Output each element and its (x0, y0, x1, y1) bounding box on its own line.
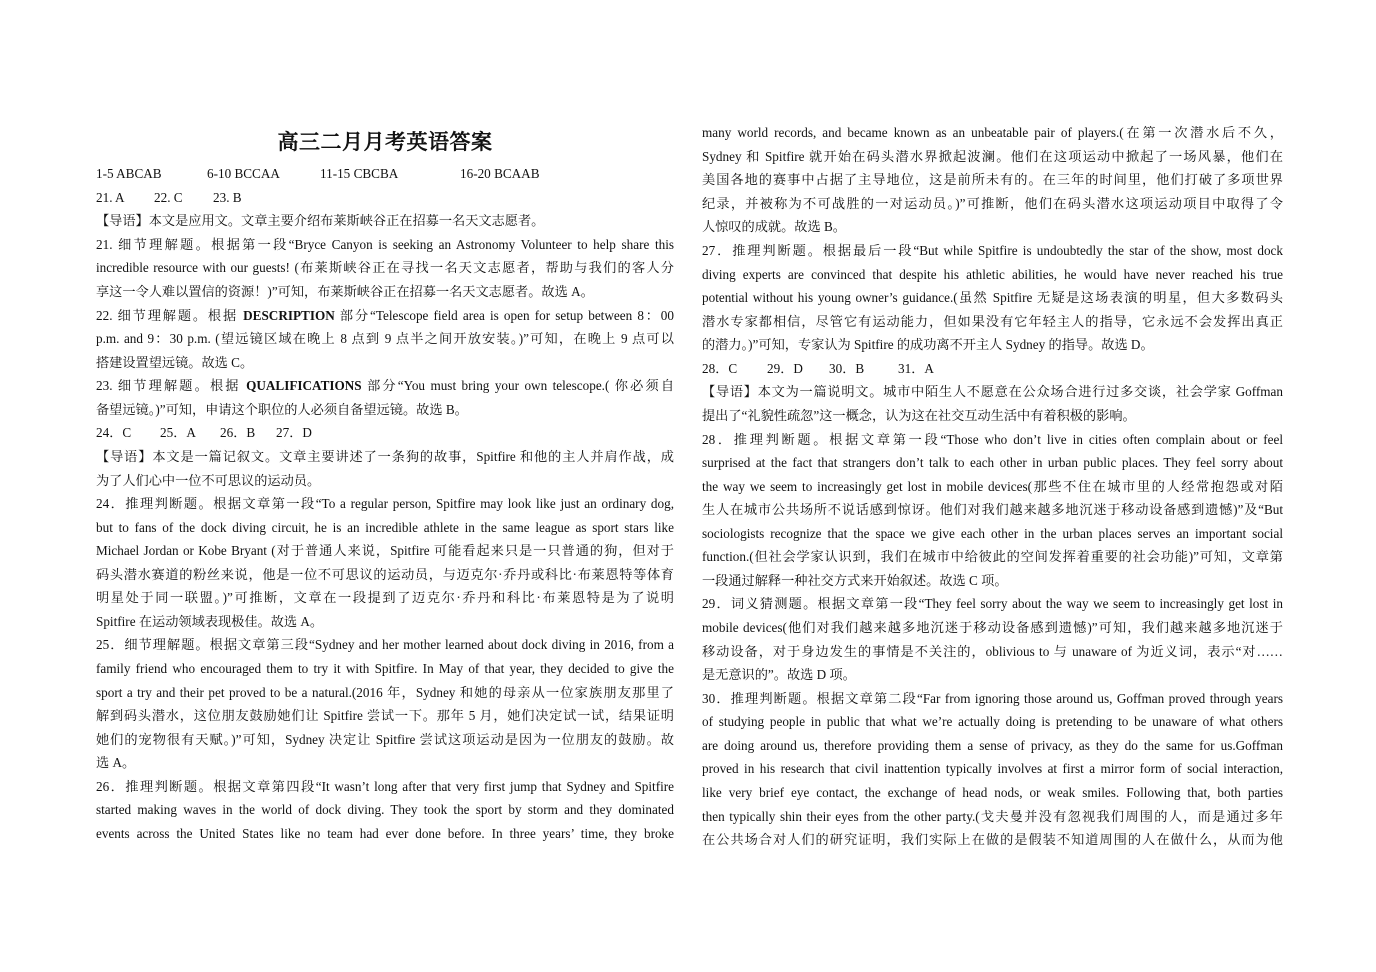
text-line: 25．细节理解题。根据文章第三段“Sydney and her mother learned about dock diving in 2016, from a (96, 637, 674, 653)
text-line: 26．推理判断题。根据文章第四段“It wasn’t long after that very first jump that Sydney and Spitfire (96, 778, 674, 794)
paragraph (96, 775, 674, 846)
text-line: 备望远镜。)”可知，申请这个职位的人必须自备望远镜。故选 B。 (96, 401, 468, 417)
text-segment: 22. 细节理解题。根据 (96, 307, 244, 323)
page-title: 高三二月月考英语答案 (277, 130, 493, 154)
explanation-section (702, 380, 1283, 851)
answer-key-row (702, 357, 1283, 381)
text-line: of studying people in public that what we’re actually doing is pretending to be unaware of what others (702, 714, 1283, 730)
text-line: 为了人们心中一位不可思议的运动员。 (96, 472, 321, 488)
text-line: 在公共场合对人们的研究证明，我们实际上在做的是假装不知道周围的人在做什么，从而为他 (702, 832, 1283, 848)
text-line: Michael Jordan or Kobe Bryant (对于普通人来说，Spitfire 可能看起来只是一只普通的狗，但对于 (96, 543, 674, 559)
text-line: 【导语】本文是一篇记叙文。文章主要讲述了一条狗的故事，Spitfire 和他的主人并肩作战，成 (96, 448, 674, 464)
text-line: function.(但社会学家认识到，我们在城市中给彼此的空间发挥着重要的社会功能)”可知，文章第 (702, 549, 1283, 565)
text-line: 一段通过解释一种社交方式来开始叙述。故选 C 项。 (702, 572, 1008, 588)
answer-item: 30．B (829, 360, 865, 376)
text-line: 是无意识的”。故选 D 项。 (702, 667, 856, 683)
text-segment: 部分“You must bring your own telescope.( 你必须自 (361, 378, 675, 394)
answer-item: 26．B (220, 425, 256, 441)
text-line: potential without his young owner’s guidance.(虽然 Spitfire 无疑是这场表演的明星，但大多数码头 (702, 290, 1283, 306)
answer-item: 24．C (96, 425, 132, 441)
answer-group: 1-5 ABCAB (96, 166, 162, 182)
paragraph (702, 592, 1283, 686)
paragraph (96, 233, 674, 304)
text-line: 纪录，并被称为不可战胜的一对运动员。)”可推断，他们在码头潜水这项运动项目中取得了令 (702, 195, 1283, 211)
text-line: proved in his research that civil inattention typically involves at first a mirror form of social interaction, (702, 761, 1283, 777)
text-line: 解到码头潜水，这位朋友鼓励她们让 Spitfire 尝试一下。那年 5 月，她们决定试一试，结果证明 (96, 708, 674, 724)
answer-item: 28．C (702, 360, 738, 376)
answer-item: 21. A (96, 189, 125, 205)
text-line: sport a try and their pet proved to be a natural.(2016 年，Sydney 和她的母亲从一位家族朋友那里了 (96, 684, 674, 700)
answer-item: 25．A (160, 425, 196, 441)
text-line: 21. 细节理解题。根据第一段“Bryce Canyon is seeking an Astronomy Volunteer to help share this (96, 236, 674, 252)
paragraph (96, 445, 674, 492)
text-line: p.m. and 9：30 p.m. (望远镜区域在晚上 8 点到 9 点半之间开放安装。)”可知，在晚上 9 点可以 (96, 331, 674, 347)
text-line (96, 374, 674, 398)
answer-group: 16-20 BCAAB (460, 166, 540, 182)
text-line: 【导语】本文是应用文。文章主要介绍布莱斯峡谷正在招募一名天文志愿者。 (96, 213, 545, 229)
paragraph (702, 239, 1283, 357)
text-line: the way we seem to increasingly get lost in mobile devices(那些不住在城市里的人经常抱怨或对陌 (702, 478, 1283, 494)
text-line: 明星处于同一联盟。)”可推断，文章在一段提到了迈克尔·乔丹和科比·布莱恩特是为了说明 (96, 590, 674, 606)
text-line: 27．推理判断题。根据最后一段“But while Spitfire is undoubtedly the star of the show, most dock (702, 243, 1283, 258)
paragraph (702, 380, 1283, 427)
explanation-section (702, 121, 1283, 357)
answer-group: 6-10 BCCAA (207, 166, 280, 182)
paragraph (96, 374, 674, 421)
text-line: many world records, and became known as an unbeatable pair of players.(在第一次潜水后不久， (702, 125, 1283, 141)
text-line: Sydney 和 Spitfire 就开始在码头潜水界掀起波澜。他们在这项运动中掀起了一场风暴，他们在 (702, 148, 1283, 164)
text-line: 24．推理判断题。根据文章第一段“To a regular person, Spitfire may look like just an ordinary dog, (96, 496, 674, 512)
text-line: are doing around us, therefore providing them a sense of privacy, as they do the same for us.Goffman (702, 737, 1283, 753)
text-line: 选 A。 (96, 755, 136, 771)
text-segment: 部分“Telescope field area is open for setup between 8：00 (334, 307, 674, 323)
text-line: 她们的宠物很有天赋。)”可知，Sydney 决定让 Spitfire 尝试这项运动是因为一位朋友的鼓励。故 (96, 731, 674, 747)
paragraph (702, 428, 1283, 593)
answer-item: 22. C (154, 189, 183, 205)
text-line: 30．推理判断题。根据文章第二段“Far from ignoring those around us, Goffman proved through years (702, 690, 1283, 706)
text-line: surprised at the fact that strangers don’t talk to each other in urban public places. They feel sorry about (702, 455, 1283, 471)
text-line (96, 304, 674, 328)
text-line: like very brief eye contact, the exchange of head nods, or weak smiles. Following that, both parties (702, 784, 1283, 800)
text-line: 生人在城市公共场所不说话感到惊讶。他们对我们越来越多地沉迷于移动设备感到遗憾)”及“But (702, 502, 1283, 518)
answer-key-row (96, 186, 674, 210)
paragraph (702, 687, 1283, 852)
answer-item: 27．D (276, 425, 312, 441)
text-line: Spitfire 在运动领域表现极佳。故选 A。 (96, 613, 324, 629)
answer-item: 23. B (213, 189, 242, 205)
paragraph (96, 209, 674, 233)
text-line: 移动设备，对于身边发生的事情是不关注的，oblivious to 与 unaware of 为近义词，表示“对…… (702, 643, 1283, 659)
text-line: 28．推理判断题。根据文章第一段“Those who don’t live in cities often complain about or feel (702, 431, 1283, 447)
text-line: 人惊叹的成就。故选 B。 (702, 219, 846, 235)
explanation-section (96, 445, 674, 846)
text-line: 提出了“礼貌性疏忽”这一概念，认为这在社交互动生活中有着积极的影响。 (702, 407, 1136, 423)
text-line: started making waves in the world of dock diving. They took the sport by storm and they dominated (96, 802, 674, 818)
bold-term: DESCRIPTION (243, 307, 335, 323)
text-line: 的潜力。)”可知，专家认为 Spitfire 的成功离不开主人 Sydney 的指导。故选 D。 (702, 337, 1154, 353)
paragraph (702, 121, 1283, 239)
text-line: 码头潜水赛道的粉丝来说，他是一位不可思议的运动员，与迈克尔·乔丹或科比·布莱恩特等体育 (96, 566, 674, 582)
text-line: 潜水专家都相信，尽管它有运动能力，但如果没有它年轻主人的指导，它永远不会发挥出真正 (702, 313, 1283, 329)
answer-key-row (96, 162, 674, 186)
text-line: 美国各地的赛事中占据了主导地位，这是前所未有的。在三年的时间里，他们打破了多项世界 (702, 172, 1283, 188)
text-line: events across the United States like no team had ever done before. In three years’ time, they broke (96, 825, 674, 841)
answer-group: 11-15 CBCBA (320, 166, 399, 182)
answer-key-row (96, 421, 674, 445)
text-line: incredible resource with our guests! (布莱斯峡谷正在寻找一名天文志愿者，帮助与我们的客人分 (96, 260, 674, 276)
answer-item: 31．A (898, 360, 934, 376)
left-column (96, 162, 674, 845)
text-line: 29．词义猜测题。根据文章第一段“They feel sorry about the way we seem to increasingly get lost in (702, 596, 1283, 612)
paragraph (96, 492, 674, 633)
text-line: 【导语】本文为一篇说明文。城市中陌生人不愿意在公众场合进行过多交谈，社会学家 Goffman (702, 384, 1283, 400)
text-line: 享这一令人难以置信的资源！)”可知，布莱斯峡谷正在招募一名天文志愿者。故选 A。 (96, 284, 594, 299)
text-line: sociologists recognize that the space we give each other in the urban places serves an important social (702, 525, 1283, 541)
bold-term: QUALIFICATIONS (246, 378, 362, 394)
text-line: family friend who encouraged them to try it with Spitfire. In May of that year, they decided to give the (96, 661, 674, 676)
text-line: 搭建设置望远镜。故选 C。 (96, 354, 254, 370)
text-segment: 23. 细节理解题。根据 (96, 378, 247, 394)
text-line: then typically shin their eyes from the other party.(戈夫曼并没有忽视我们周围的人，而是通过多年 (702, 808, 1283, 824)
answer-item: 29．D (767, 360, 803, 376)
paragraph (96, 304, 674, 375)
right-column (702, 121, 1283, 851)
text-line: but to fans of the dock diving circuit, he is an incredible athlete in the same league as sport stars like (96, 519, 674, 535)
explanation-section (96, 209, 674, 421)
text-line: mobile devices(他们对我们越来越多地沉迷于移动设备感到遗憾)”可知，我们越来越多地沉迷于 (702, 620, 1283, 635)
text-line: diving experts are convinced that despite his athletic abilities, he would have never reached his true (702, 266, 1283, 282)
paragraph (96, 633, 674, 774)
